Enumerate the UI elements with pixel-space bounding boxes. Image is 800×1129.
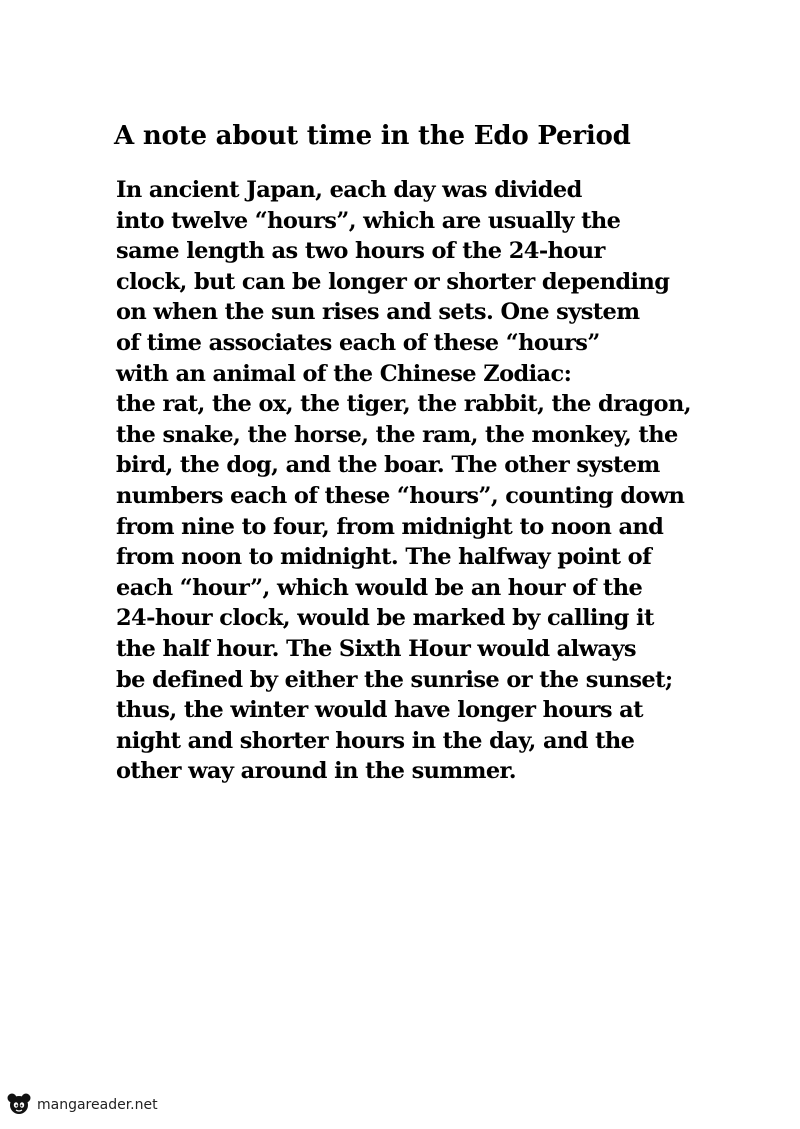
paragraph-line: bird, the dog, and the boar. The other system [116, 452, 660, 479]
paragraph-line: from noon to midnight. The halfway point of [116, 544, 652, 571]
body-paragraph [116, 175, 691, 787]
paragraph-line: numbers each of these “hours”, counting down [116, 482, 685, 509]
paragraph-line: same length as two hours of the 24-hour [116, 238, 605, 265]
paragraph-line: each “hour”, which would be an hour of the [116, 574, 643, 601]
paragraph-line: the half hour. The Sixth Hour would always [116, 635, 636, 662]
paragraph-line: other way around in the summer. [116, 758, 516, 785]
paragraph-line: night and shorter hours in the day, and the [116, 727, 635, 754]
paragraph-line: clock, but can be longer or shorter depending [116, 268, 670, 295]
paragraph-line: the snake, the horse, the ram, the monkey, the [116, 421, 678, 448]
paragraph-line: of time associates each of these “hours” [116, 329, 600, 356]
manga-mascot-icon [6, 1092, 34, 1118]
paragraph-line: 24-hour clock, would be marked by calling it [116, 605, 654, 632]
watermark-text: mangareader.net [37, 1097, 158, 1113]
paragraph-line: from nine to four, from midnight to noon and [116, 513, 664, 540]
paragraph-line: thus, the winter would have longer hours at [116, 697, 643, 724]
watermark [6, 1092, 158, 1118]
paragraph-line: into twelve “hours”, which are usually the [116, 207, 621, 234]
paragraph-line: In ancient Japan, each day was divided [116, 177, 582, 203]
page-title: A note about time in the Edo Period [114, 121, 631, 151]
paragraph-line: on when the sun rises and sets. One system [116, 299, 640, 326]
paragraph-line: with an animal of the Chinese Zodiac: [116, 360, 572, 387]
paragraph-line: the rat, the ox, the tiger, the rabbit, the dragon, [116, 391, 691, 418]
paragraph-line: be defined by either the sunrise or the sunset; [116, 666, 673, 693]
